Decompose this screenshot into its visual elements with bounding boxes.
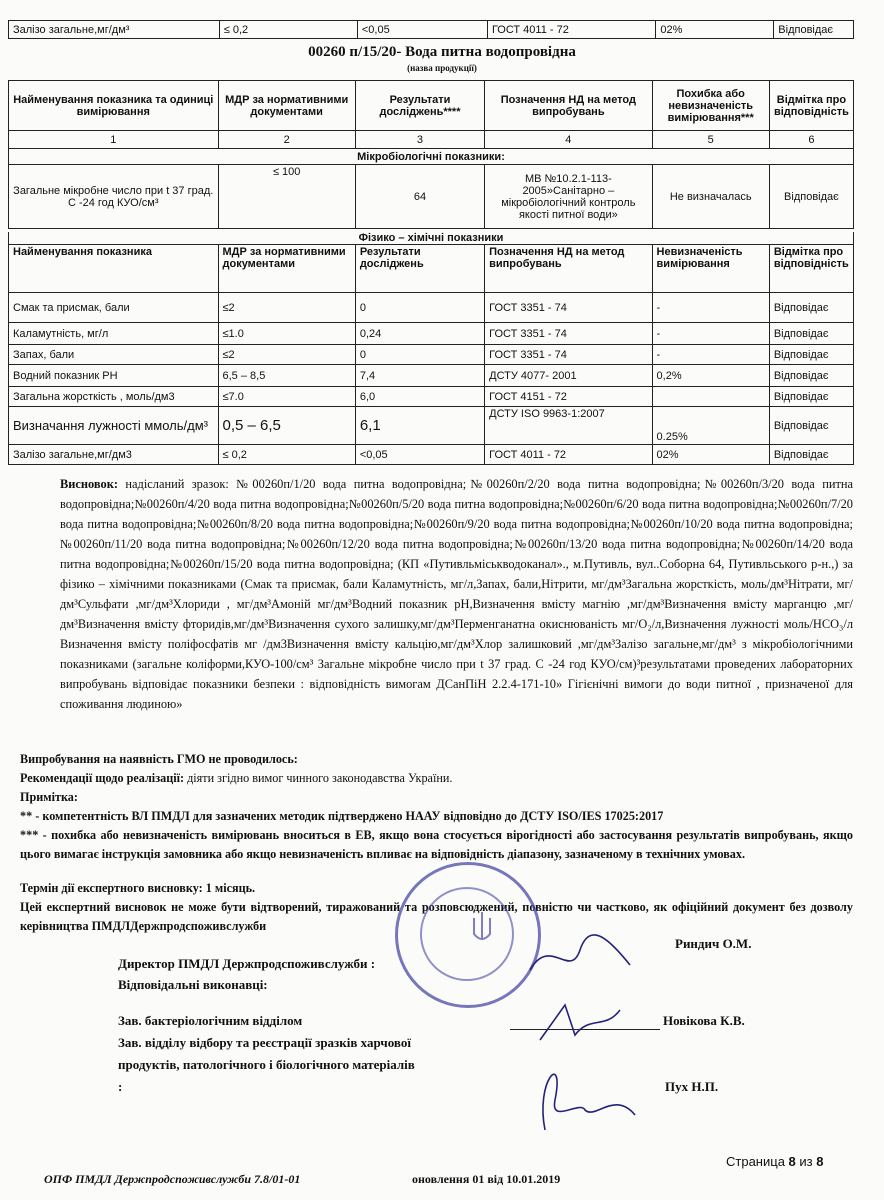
physchem-table xyxy=(8,232,854,465)
col-number: 6 xyxy=(769,131,853,149)
recommendation-text: діяти згідно вимог чинного законодавства України. xyxy=(187,771,453,785)
cell: 0 xyxy=(355,345,484,365)
cell: МВ №10.2.1-113-2005»Санітарно – мікробіологічний контроль якості питної води» xyxy=(485,165,652,229)
cell: 6,0 xyxy=(355,387,484,407)
cell: 02% xyxy=(656,21,774,39)
cell: Відповідає xyxy=(769,165,853,229)
director-title: Директор ПМДЛ Держпродспоживслужби : xyxy=(118,956,376,971)
copy-restriction: Цей експертний висновок не може бути відтворений, тиражований та розповсюджений, повністю чи частково, як офіційний документ без дозволу керівництва ПМДЛДержпродспоживслужби xyxy=(20,900,853,933)
cell: 6,5 – 8,5 xyxy=(218,365,355,387)
cell: Відповідає xyxy=(769,365,853,387)
page-number xyxy=(726,1154,824,1169)
cell: 0,24 xyxy=(355,323,484,345)
section-title: Фізико – хімічні показники xyxy=(9,232,854,245)
cell: ГОСТ 3351 - 74 xyxy=(485,293,652,323)
cell: 0,5 – 6,5 xyxy=(218,407,355,445)
recommendation-label: Рекомендації щодо реалізації: xyxy=(20,771,185,785)
header-cell: Позначення НД на метод випробувань xyxy=(485,81,652,131)
col-number: 1 xyxy=(9,131,219,149)
recommendation-line xyxy=(20,769,853,788)
cell: Смак та присмак, бали xyxy=(9,293,219,323)
note-2: *** - похибка або невизначеність вимірювань вноситься в ЕВ, якщо вона стосується вірогідності або застосування результатів випробувань, якщо цього вимагає інструкція замовника або якщо невизначеність впливає на відповідність діапазону, зазначеному в технічних умовах. xyxy=(20,828,853,861)
cell: Загальна жорсткість , моль/дм3 xyxy=(9,387,219,407)
signature-director xyxy=(520,930,640,990)
cell: Водний показник РН xyxy=(9,365,219,387)
trident-emblem-icon xyxy=(470,910,494,946)
cell: ГОСТ 4011 - 72 xyxy=(485,445,652,465)
cell: Не визначалась xyxy=(652,165,769,229)
bacteriology-head-title: Зав. бактеріологічним відділом xyxy=(118,1013,303,1028)
cell: ГОСТ 3351 - 74 xyxy=(485,345,652,365)
cell: Відповідає xyxy=(774,21,854,39)
cell: ≤1.0 xyxy=(218,323,355,345)
cell: ≤ 0,2 xyxy=(219,21,357,39)
cell: 0,2% xyxy=(652,365,769,387)
header-cell: МДР за нормативними документами xyxy=(218,245,355,293)
bacteriology-head-name: Новікова К.В. xyxy=(663,1013,745,1028)
micro-table xyxy=(8,80,854,229)
cell: Відповідає xyxy=(769,323,853,345)
footer-form-code: ОПФ ПМДЛ Держпродспоживслужби 7.8/01-01 xyxy=(44,1172,301,1186)
page-prefix: Страница xyxy=(726,1154,785,1169)
cell: Залізо загальне,мг/дм3 xyxy=(9,445,219,465)
official-stamp-inner xyxy=(420,887,514,981)
header-cell: Відмітка про відповідність xyxy=(769,245,853,293)
cell: - xyxy=(652,345,769,365)
cell: Відповідає xyxy=(769,345,853,365)
footer-revision: оновлення 01 від 10.01.2019 xyxy=(412,1172,561,1186)
cell: ≤ 100 xyxy=(218,165,355,229)
note-title: Примітка: xyxy=(20,790,78,804)
cell: 0.25% xyxy=(652,407,769,445)
cell: - xyxy=(652,293,769,323)
cell: - xyxy=(652,323,769,345)
cell: 64 xyxy=(355,165,484,229)
cell: ГОСТ 3351 - 74 xyxy=(485,323,652,345)
executors-label: Відповідальні виконавці: xyxy=(118,977,268,992)
sampling-head-title-3: : xyxy=(118,1079,123,1094)
director-name: Риндич О.М. xyxy=(675,936,752,951)
cell: <0,05 xyxy=(355,445,484,465)
cell: ГОСТ 4011 - 72 xyxy=(487,21,655,39)
col-number: 3 xyxy=(355,131,484,149)
cell: Залізо загальне,мг/дм³ xyxy=(9,21,220,39)
sampling-head-title-1: Зав. відділу відбору та реєстрації зразків харчової xyxy=(118,1035,411,1050)
cell: ДСТУ 4077- 2001 xyxy=(485,365,652,387)
cell: Запах, бали xyxy=(9,345,219,365)
cell: Відповідає xyxy=(769,445,853,465)
header-cell: МДР за нормативними документами xyxy=(218,81,355,131)
conclusion-label: Висновок: xyxy=(60,477,118,491)
gmo-line: Випробування на наявність ГМО не проводилось: xyxy=(20,752,298,766)
cell: 02% xyxy=(652,445,769,465)
header-cell: Похибка або невизначеність вимірювання*** xyxy=(652,81,769,131)
section-title: Мікробіологічні показники: xyxy=(9,149,854,165)
cell: <0,05 xyxy=(357,21,487,39)
cell: ДСТУ ISO 9963-1:2007 xyxy=(485,407,652,445)
sampling-head-name: Пух Н.П. xyxy=(665,1079,719,1094)
conclusion-text: надісланий зразок: №00260п/1/20 вода питна водопровідна;№00260п/2/20 вода питна водопровідна;№00260п/3/20 вода питна водопровідна;№00260п/4/20 вода питна водопровідна;№00260п/5/20 вода питна водопровідна;№00260п/6/20 вода питна водопровідна;№00260п/7/20 вода питна водопровідна;№00260п/8/20 вода питна водопровідна;№00260п/9/20 вода питна водопровідна;№00260п/10/20 вода питна водопровідна;№00260п/11/20 вода питна водопровідна;№00260п/12/20 вода питна водопровідна;№00260п/13/20 вода питна водопровідна;№00260п/14/20 вода питна водопровідна;№00260п/15/20 вода питна водопровідна; (КП «Путивльміськводоканал»., м.Путивль, вул..Соборна 64, Путивльського р-н.,) за фізико – хімічними показниками (Смак та присмак, бали Каламутність, мг/л,Запах, бали,Нітрити, мг/дм³Загальна жорсткість, моль/дм³Нітрати, мг/дм³Сульфати ,мг/дм³Хлориди , мг/дм³Амоній мг/дм³Водний показник рН,Визначення вмісту магнію ,мг/дм³Визначення вмісту марганцю ,мг/дм³Визначення вмісту фторидів,мг/дм³Визначення сухого залишку,мг/дм³Перменганатна окиснюваність мг/О₂/л,Визначення лужності моль/НСО₃/л Визначення вмісту поліфосфатів мг /дм3Визначення вмісту кальцію,мг/дм³Хлор залишковий ,мг/дм³Залізо загальне,мг/дм³ з мікробіологічними показниками (загальне коліформи,КУО-100/см³ Загальне мікробне число при t 37 град. С -24 год КУО/см)³результатами проведених лабораторних випробувань відповідає показники безпеки : відповідність вимогам ДСанПіН 2.2.4-171-10» Гігієнічні вимоги до води питної , призначеної для споживання людиною» xyxy=(60,477,853,711)
cell: 0 xyxy=(355,293,484,323)
cell: Відповідає xyxy=(769,387,853,407)
cell: Каламутність, мг/л xyxy=(9,323,219,345)
cell: Відповідає xyxy=(769,407,853,445)
header-cell: Результати досліджень**** xyxy=(355,81,484,131)
top-row-table xyxy=(8,20,854,39)
cell: ≤ 0,2 xyxy=(218,445,355,465)
header-cell: Найменування показника xyxy=(9,245,219,293)
page-of: из xyxy=(799,1154,813,1169)
cell: ≤2 xyxy=(218,293,355,323)
col-number: 2 xyxy=(218,131,355,149)
col-number: 4 xyxy=(485,131,652,149)
cell: 7,4 xyxy=(355,365,484,387)
cell: Відповідає xyxy=(769,293,853,323)
page-total: 8 xyxy=(816,1154,824,1169)
cell: 6,1 xyxy=(355,407,484,445)
cell: Визначання лужності ммоль/дм³ xyxy=(9,407,219,445)
sampling-head-title-2: продуктів, патологічного і біологічного матеріалів xyxy=(118,1057,415,1072)
cell xyxy=(652,387,769,407)
col-number: 5 xyxy=(652,131,769,149)
product-subtitle: (назва продукції) xyxy=(407,63,477,73)
header-cell: Відмітка про відповідність xyxy=(769,81,853,131)
product-title: 00260 п/15/20- Вода питна водопровідна xyxy=(308,44,576,60)
signature-sampling xyxy=(525,1040,645,1140)
note-1: ** - компетентність ВЛ ПМДЛ для зазначених методик підтверджено НААУ відповідно до ДСТУ ISO/IES 17025:2017 xyxy=(20,809,664,823)
header-cell: Найменування показника та одиниці вимірювання xyxy=(9,81,219,131)
validity-term: Термін дії експертного висновку: 1 місяць. xyxy=(20,881,256,895)
conclusion-paragraph xyxy=(60,474,853,714)
header-cell: Невизначеність вимірювання xyxy=(652,245,769,293)
cell: ГОСТ 4151 - 72 xyxy=(485,387,652,407)
header-cell: Результати досліджень xyxy=(355,245,484,293)
page-current: 8 xyxy=(788,1154,796,1169)
cell: Загальне мікробне число при t 37 град. С -24 год КУО/см³ xyxy=(9,165,219,229)
cell: ≤2 xyxy=(218,345,355,365)
header-cell: Позначення НД на метод випробувань xyxy=(485,245,652,293)
cell: ≤7.0 xyxy=(218,387,355,407)
